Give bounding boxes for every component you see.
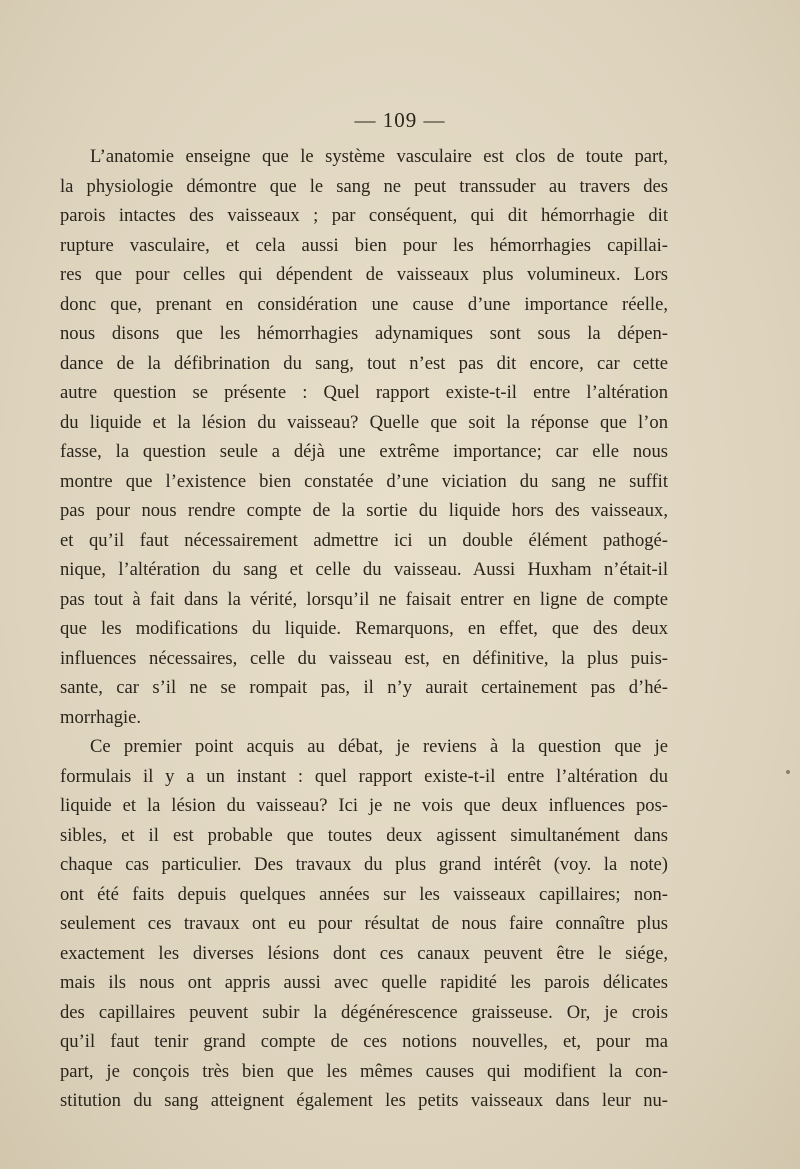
ink-speck (786, 770, 790, 774)
paragraph-1 (60, 142, 668, 732)
page-number: — 109 — (354, 108, 446, 132)
text-line: res que pour celles qui dépendent de vaisseaux plus volumineux. Lors (60, 264, 668, 285)
text-line: chaque cas particulier. Des travaux du plus grand intérêt (voy. la note) (60, 854, 668, 875)
paragraph-2 (60, 732, 668, 1116)
text-line: autre question se présente : Quel rapport existe-t-il entre l’altération (60, 382, 668, 403)
text-line: influences nécessaires, celle du vaisseau est, en définitive, la plus puis- (60, 647, 668, 669)
text-line: la physiologie démontre que le sang ne peut transsuder au travers des (60, 175, 668, 197)
text-line: pas tout à fait dans la vérité, lorsqu’il ne faisait entrer en ligne de compte (60, 588, 668, 610)
text-line: stitution du sang atteignent également les petits vaisseaux dans leur nu- (60, 1090, 668, 1111)
text-line: formulais il y a un instant : quel rapport existe-t-il entre l’altération du (60, 765, 668, 787)
text-line: Ce premier point acquis au débat, je reviens à la question que je (90, 736, 668, 757)
text-line: donc que, prenant en considération une cause d’une importance réelle, (60, 293, 668, 315)
body-text (60, 142, 668, 1116)
text-line: part, je conçois très bien que les mêmes causes qui modifient la con- (60, 1060, 668, 1082)
text-line: des capillaires peuvent subir la dégénérescence graisseuse. Or, je crois (60, 1001, 668, 1023)
text-line: mais ils nous ont appris aussi avec quelle rapidité les parois délicates (60, 972, 668, 993)
text-line: morrhagie. (60, 706, 142, 728)
text-line: dance de la défibrination du sang, tout n’est pas dit encore, car cette (60, 352, 668, 374)
text-line: ont été faits depuis quelques années sur les vaisseaux capillaires; non- (60, 883, 668, 905)
text-line: nique, l’altération du sang et celle du vaisseau. Aussi Huxham n’était-il (60, 559, 668, 580)
text-line: sante, car s’il ne se rompait pas, il n’y aurait certainement pas d’hé- (60, 677, 668, 698)
text-line: fasse, la question seule a déjà une extrême importance; car elle nous (60, 441, 668, 462)
text-line: qu’il faut tenir grand compte de ces notions nouvelles, et, pour ma (60, 1031, 668, 1052)
text-line: exactement les diverses lésions dont ces canaux peuvent être le siége, (60, 942, 668, 964)
text-line: seulement ces travaux ont eu pour résultat de nous faire connaître plus (60, 913, 668, 934)
text-line: nous disons que les hémorrhagies adynamiques sont sous la dépen- (60, 323, 668, 344)
text-line: que les modifications du liquide. Remarquons, en effet, que des deux (60, 618, 668, 639)
text-line: et qu’il faut nécessairement admettre ici un double élément pathogé- (60, 529, 668, 551)
text-line: sibles, et il est probable que toutes deux agissent simultanément dans (60, 824, 668, 846)
text-line: L’anatomie enseigne que le système vasculaire est clos de toute part, (90, 146, 668, 167)
text-line: parois intactes des vaisseaux ; par conséquent, qui dit hémorrhagie dit (60, 205, 668, 226)
text-line: pas pour nous rendre compte de la sortie du liquide hors des vaisseaux, (60, 500, 668, 521)
text-line: liquide et la lésion du vaisseau? Ici je ne vois que deux influences pos- (60, 795, 668, 816)
text-line: montre que l’existence bien constatée d’une viciation du sang ne suffit (60, 470, 668, 492)
text-line: rupture vasculaire, et cela aussi bien pour les hémorrhagies capillai- (60, 234, 668, 256)
text-line: du liquide et la lésion du vaisseau? Quelle que soit la réponse que l’on (60, 411, 668, 433)
